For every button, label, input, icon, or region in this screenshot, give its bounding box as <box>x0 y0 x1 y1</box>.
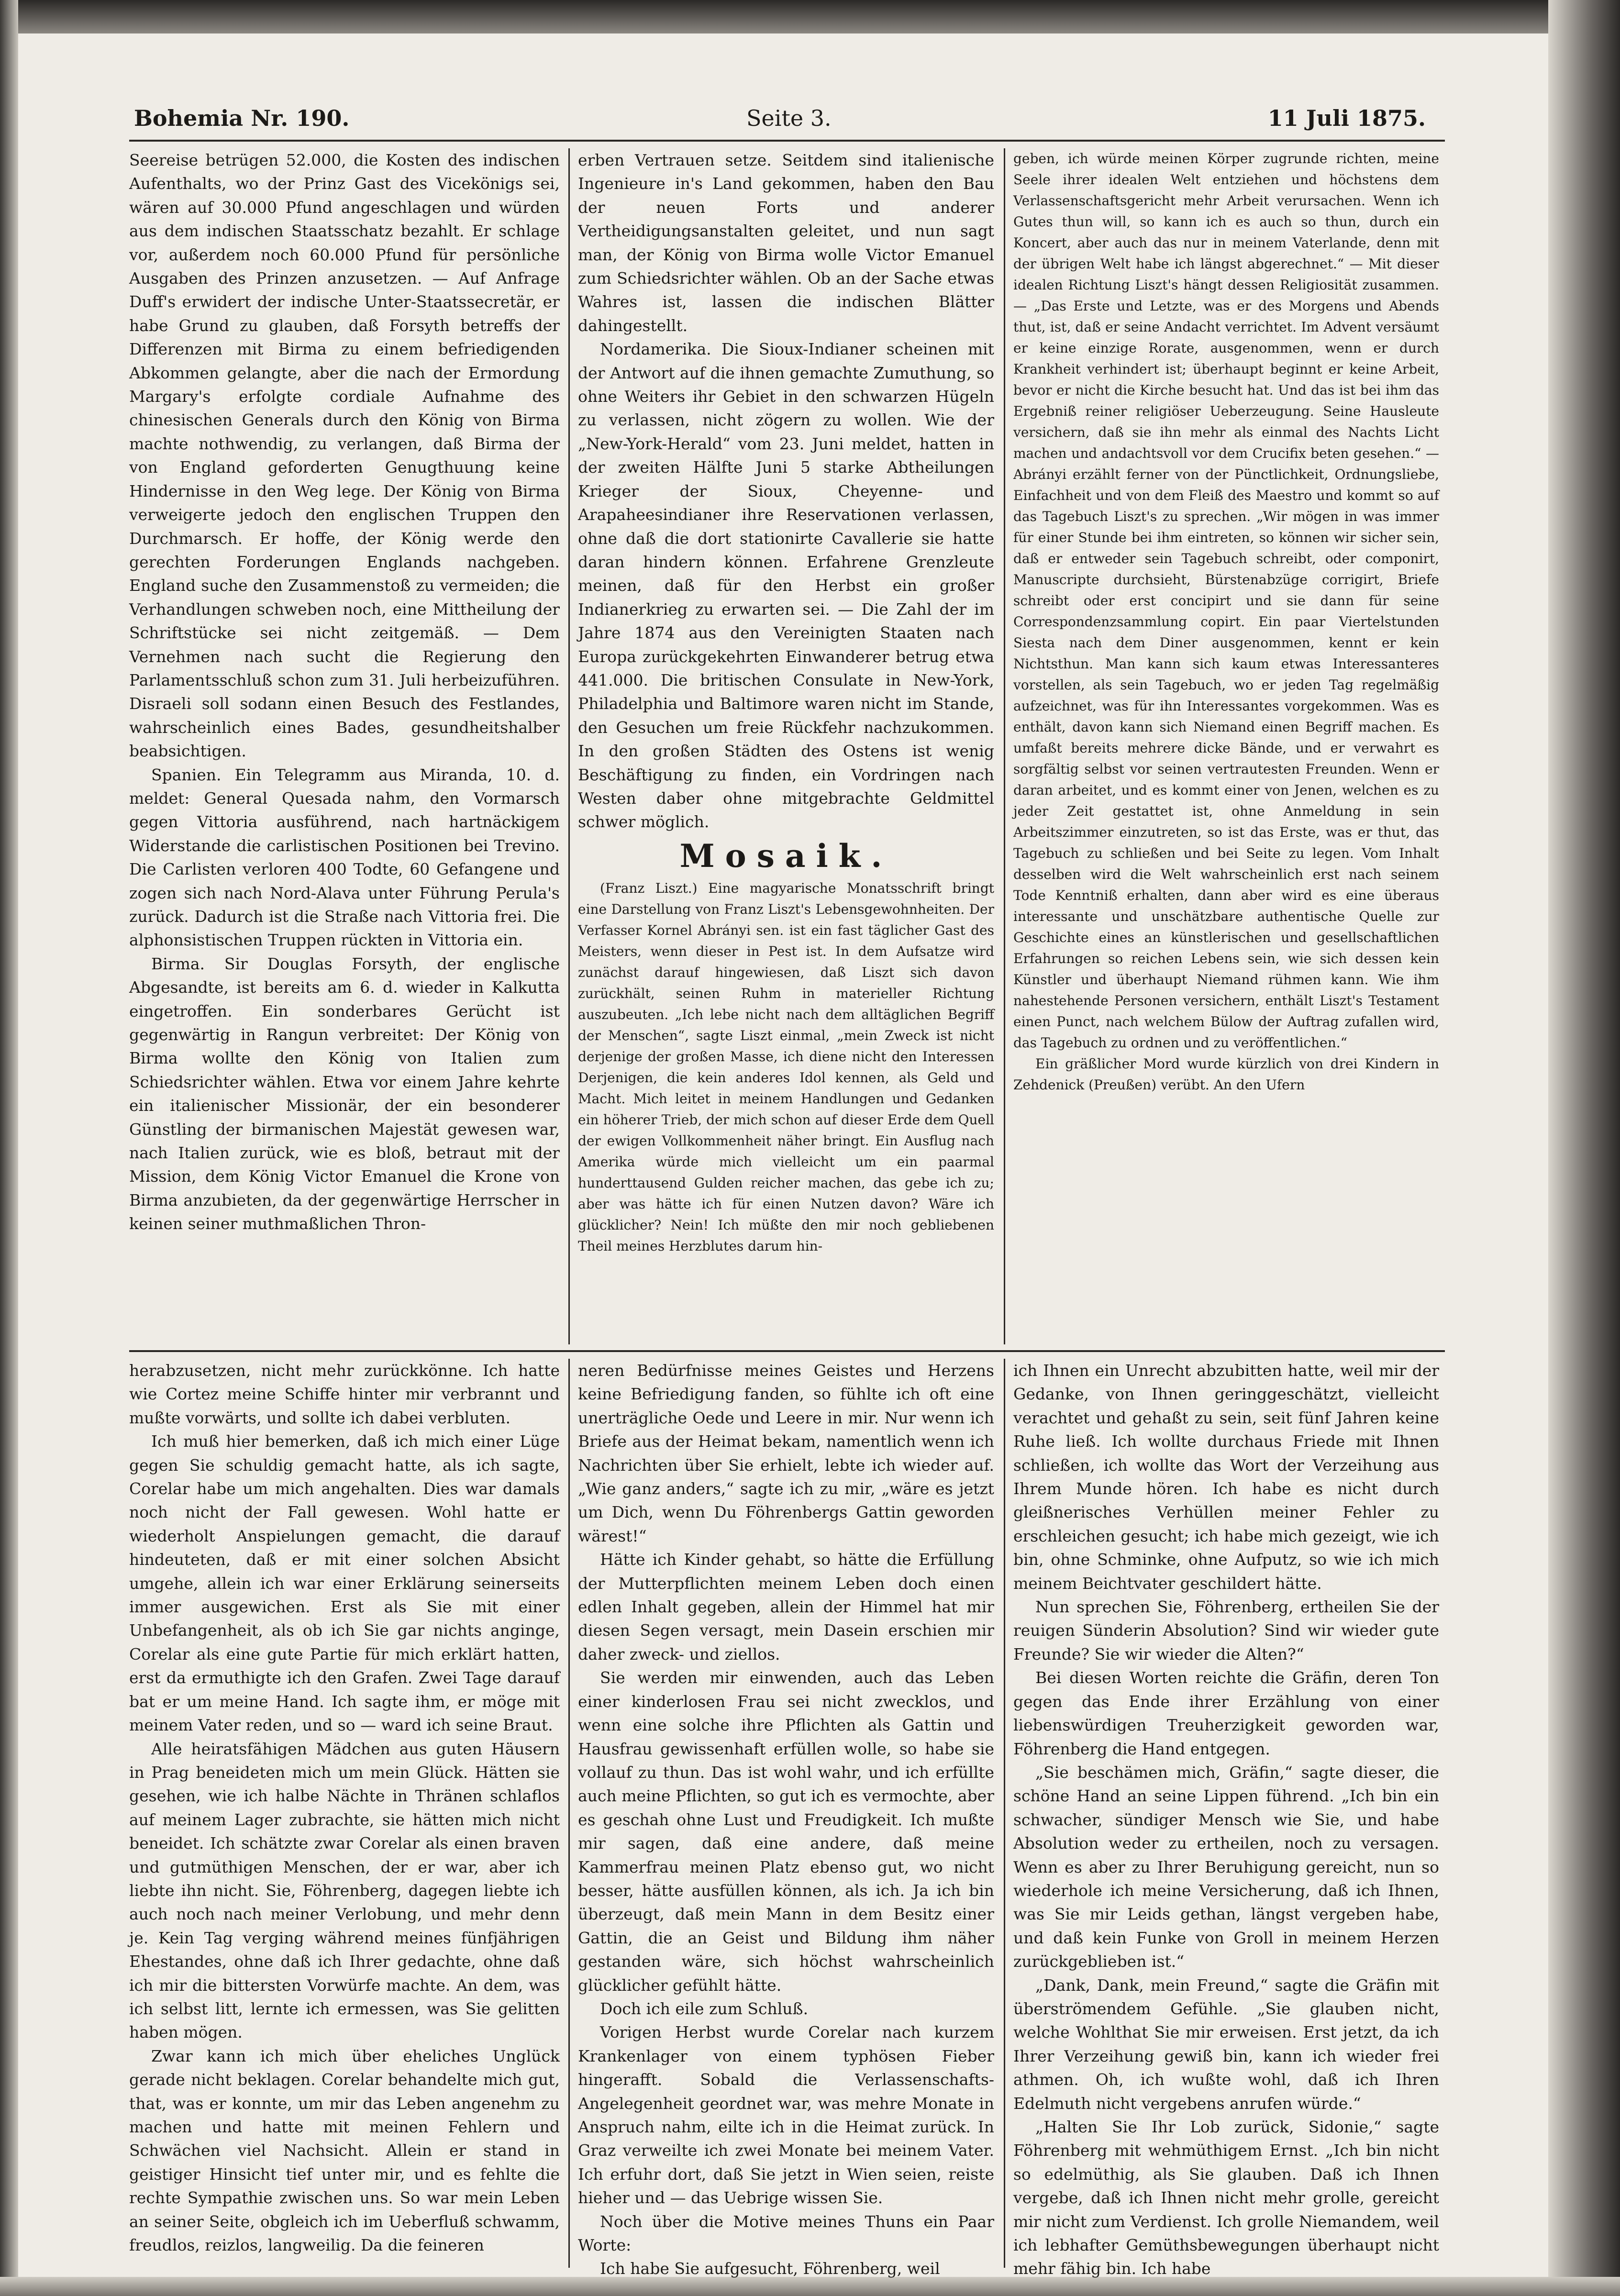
feuilleton-paragraph: ich Ihnen ein Unrecht abzubitten hatte, weil mir der Gedanke, von Ihnen geringgeschätzt, vielleicht verachtet und gehaßt zu sein, seit fünf Jahren keine Ruhe ließ. Ich wollte durchaus Friede mit Ihnen schließen, ich wollte das Wort der Verzeihung aus Ihrem Munde hören. Ich habe es nicht durch gleißnerisches Verhüllen meiner Fehler zu erschleichen gesucht; ich habe mich gezeigt, wie ich bin, ohne Schminke, ohne Aufputz, so wie ich mich meinem Beichtvater geschildert hätte. <box>1013 1361 1439 1593</box>
column-divider-bottom-1 <box>568 1359 570 2268</box>
bottom-column-1 <box>129 1359 560 2268</box>
header-page-number: Seite 3. <box>746 105 832 131</box>
article-franz-liszt: (Franz Liszt.) Eine magyarische Monatsschrift bringt eine Darstellung von Franz Liszt's Lebensgewohnheiten. Der Verfasser Kornel Abrányi sen. ist ein fast täglicher Gast des Meisters, wenn dieser in Pest ist. In dem Aufsatze wird zunächst darauf hingewiesen, daß Liszt sich davon zurückhält, seinen Ruhm in materieller Richtung auszubeuten. „Ich lebe nicht nach dem alltäglichen Begriff der Menschen“, sagte Liszt einmal, „mein Zweck ist nicht derjenige der großen Masse, ich diene nicht den Interessen Derjenigen, die kein anderes Idol kennen, als Geld und Macht. Mich leitet in meinem Handlungen und Gedanken ein höherer Trieb, der mich schon auf dieser Erde dem Quell der ewigen Vollkommenheit näher bringt. Ein Ausflug nach Amerika würde mich vielleicht um ein paarmal hunderttausend Gulden reicher machen, das gebe ich zu; aber was hätte ich für einen Nutzen davon? Wäre ich glücklicher? Nein! Ich müßte den mir noch gebliebenen Theil meines Herzblutes darum hin- <box>578 880 994 1254</box>
section-title-mosaik: Mosaik. <box>679 837 893 875</box>
feuilleton-paragraph: Nun sprechen Sie, Föhrenberg, ertheilen Sie der reuigen Sünderin Absolution? Sind wir wieder gute Freunde? Sie wir wieder die Alten?“ <box>1013 1597 1439 1664</box>
article-england-parliament: Seereise betrügen 52.000, die Kosten des indischen Aufenthalts, wo der Prinz Gast des Vicekönigs sei, wären auf 30.000 Pfund angeschlagen und würden aus dem indischen Staatsschatz bezahlt. Er schlage vor, außerdem noch 60.000 Pfund für persönliche Ausgaben des Prinzen anzusetzen. — Auf Anfrage Duff's erwidert der indische Unter-Staatssecretär, er habe Grund zu glauben, daß Forsyth betreffs der Differenzen mit Birma zu einem befriedigenden Abkommen gelangte, aber die nach der Ermordung Margary's erfolgte cordiale Aufnahme des chinesischen Generals durch den König von Birma machte nothwendig, zu verlangen, daß Birma der von England geforderten Genugthuung keine Hindernisse in den Weg lege. Der König von Birma verweigerte jedoch den englischen Truppen den Durchmarsch. Er hoffe, der König werde den gerechten Forderungen Englands nachgeben. England suche den Zusammenstoß zu vermeiden; die Verhandlungen schweben noch, eine Mittheilung der Schriftstücke sei nicht zeitgemäß. — Dem Vernehmen nach sucht die Regierung den Parlamentsschluß schon zum 31. Juli herbeizuführen. Disraeli soll sodann einen Besuch des Festlandes, wahrscheinlich eines Bades, gesundheitshalber beabsichtigen. <box>129 151 560 761</box>
bottom-column-3 <box>1013 1359 1439 2278</box>
column-divider-bottom-2 <box>1004 1359 1005 2268</box>
feuilleton-paragraph: Zwar kann ich mich über eheliches Unglück gerade nicht beklagen. Corelar behandelte mich gut, that, was er konnte, um mir das Leben angenehm zu machen und hatte mit meinen Fehlern und Schwächen viel Nachsicht. Allein er stand in geistiger Hinsicht tief unter mir, und es fehlte die rechte Sympathie zwischen uns. So war mein Leben an seiner Seite, obgleich ich im Ueberfluß schwamm, freudlos, reizlos, langweilig. Da die feineren <box>129 2046 560 2255</box>
top-column-1 <box>129 148 560 1344</box>
header-date: 11 Juli 1875. <box>1267 105 1426 131</box>
page-header <box>129 100 1445 134</box>
feuilleton-paragraph: Vorigen Herbst wurde Corelar nach kurzem Krankenlager von einem typhösen Fieber hingerafft. Sobald die Verlassenschafts-Angelegenheit geordnet war, was mehre Monate in Anspruch nahm, eilte ich in die Heimat zurück. In Graz verweilte ich zwei Monate bei meinem Vater. Ich erfuhr dort, daß Sie jetzt in Wien seien, reiste hieher und — das Uebrige wissen Sie. <box>578 2023 994 2207</box>
feuilleton-paragraph: neren Bedürfnisse meines Geistes und Herzens keine Befriedigung fanden, so fühlte ich oft eine unerträgliche Oede und Leere in mir. Nur wenn ich Briefe aus der Heimat bekam, namentlich wenn ich Nachrichten über Sie erhielt, lebte ich wieder auf. „Wie ganz anders,“ sagte ich zu mir, „wäre es jetzt um Dich, wenn Du Föhrenbergs Gattin geworden wärest!“ <box>578 1361 994 1545</box>
feuilleton-paragraph: Ich muß hier bemerken, daß ich mich einer Lüge gegen Sie schuldig gemacht hatte, als ich sagte, Corelar habe um mich angehalten. Dies war damals noch nicht der Fall gewesen. Wohl hatte er wiederholt Anspielungen gemacht, die darauf hindeuteten, daß er mit einer solchen Absicht umgehe, allein ich war einer Erklärung seinerseits immer ausgewichen. Erst als Sie mit einer Unbefangenheit, als ob ich Sie gar nichts anginge, Corelar als eine gute Partie für mich erklärt hatten, erst da ermuthigte ich den Grafen. Zwei Tage darauf bat er um meine Hand. Ich sagte ihm, er möge mit meinem Vater reden, und so — ward ich seine Braut. <box>129 1432 560 1735</box>
feuilleton-paragraph: Bei diesen Worten reichte die Gräfin, deren Ton gegen das Ende ihrer Erzählung von einer liebenswürdigen Treuherzigkeit geworden war, Föhrenberg die Hand entgegen. <box>1013 1668 1439 1758</box>
header-rule <box>129 140 1445 142</box>
article-birma: Birma. Sir Douglas Forsyth, der englische Abgesandte, ist bereits am 6. d. wieder in Kalkutta eingetroffen. Ein sonderbares Gerücht ist gegenwärtig in Rangun verbreitet: Der König von Birma wollte den König von Italien zum Schiedsrichter wählen. Etwa vor einem Jahre kehrte ein italienischer Missionär, der ein besonderer Günstling der birmanischen Majestät gewesen war, nach Italien zurück, wie es bloß, betraut mit der Mission, dem König Victor Emanuel die Krone von Birma anzubieten, da der gegenwärtige Herrscher in keinen seiner muthmaßlichen Thron- <box>129 954 560 1233</box>
scan-edge-right <box>1548 0 1620 2296</box>
feuilleton-paragraph: herabzusetzen, nicht mehr zurückkönne. Ich hatte wie Cortez meine Schiffe hinter mir verbrannt und mußte vorwärts, und sollte ich dabei verbluten. <box>129 1361 560 1427</box>
article-zehdenick-mord: Ein gräßlicher Mord wurde kürzlich von drei Kindern in Zehdenick (Preußen) verübt. An den Ufern <box>1013 1056 1439 1093</box>
article-nordamerika: Nordamerika. Die Sioux-Indianer scheinen mit der Antwort auf die ihnen gemachte Zumuthung, so ohne Weiters ihr Gebiet in den schwarzen Hügeln zu verlassen, nicht zögern zu wollen. Wie der „New-York-Herald“ vom 23. Juni meldet, hatten in der zweiten Hälfte Juni 5 starke Abtheilungen Krieger der Sioux, Cheyenne- und Arapaheesindianer ihre Reservationen verlassen, ohne daß die dort stationirte Cavallerie sie hatte daran hindern können. Erfahrene Grenzleute meinen, daß für den Herbst ein großer Indianerkrieg zu erwarten sei. — Die Zahl der im Jahre 1874 aus den Vereinigten Staaten nach Europa zurückgekehrten Einwanderer betrug etwa 441.000. Die britischen Consulate in New-York, Philadelphia und Baltimore waren nicht im Stande, den Gesuchen um freie Rückfehr nachzukommen. In den großen Städten des Ostens ist wenig Beschäftigung zu finden, ein Vordringen nach Westen daber ohne mitgebrachte Geldmittel schwer möglich. <box>578 340 994 832</box>
feuilleton-paragraph: Sie werden mir einwenden, auch das Leben einer kinderlosen Frau sei nicht zwecklos, und wenn eine solche ihre Pflichten als Gattin und Hausfrau gewissenhaft erfüllen wolle, so habe sie vollauf zu thun. Das ist wohl wahr, und ich erfüllte auch meine Pflichten, so gut ich es vermochte, aber es geschah ohne Lust und Freudigkeit. Ich mußte mir sagen, daß eine andere, daß meine Kammerfrau meinen Platz ebenso gut, wo nicht besser, hätte ausfüllen können, als ich. Ja ich bin überzeugt, daß mein Mann in dem Besitz einer Gattin, die an Geist und Bildung ihm näher gestanden wäre, sich höchst wahrscheinlich glücklicher gefühlt hätte. <box>578 1668 994 1995</box>
scan-edge-left <box>0 0 18 2296</box>
column-divider-top-1 <box>568 148 570 1344</box>
scan-edge-top <box>0 0 1620 33</box>
bottom-column-2 <box>578 1359 994 2278</box>
feuilleton-paragraph: Hätte ich Kinder gehabt, so hätte die Erfüllung der Mutterpflichten meinem Leben doch einen edlen Inhalt gegeben, allein der Himmel hat mir diesen Segen versagt, mein Dasein erschien mir daher zweck- und ziellos. <box>578 1550 994 1664</box>
article-franz-liszt-continued: geben, ich würde meinen Körper zugrunde richten, meine Seele ihrer idealen Welt entziehen und höchstens dem Verlassenschaftsgericht mehr Arbeit verursachen. Wenn ich Gutes thun will, so kann ich es auch so thun, durch ein Koncert, aber auch das nur in meinem Vaterlande, denn mit der übrigen Welt habe ich längst abgerechnet.“ — Mit dieser idealen Richtung Liszt's hängt dessen Religiosität zusammen. — „Das Erste und Letzte, was er des Morgens und Abends thut, ist, daß er seine Andacht verrichtet. Im Advent versäumt er keine einzige Rorate, ausgenommen, wenn er durch Krankheit verhindert ist; überhaupt beginnt er keine Arbeit, bevor er nicht die Kirche besucht hat. Und das ist bei ihm das Ergebniß reiner religiöser Ueberzeugung. Seine Hausleute versichern, daß sie ihn mehr als einmal des Nachts Licht machen und andachtsvoll vor dem Crucifix beten gesehen.“ — Abrányi erzählt ferner von der Pünctlichkeit, Ordnungsliebe, Einfachheit und von dem Fleiß des Maestro und kommt so auf das Tagebuch Liszt's zu sprechen. „Wir mögen in was immer für einer Stunde bei ihm eintreten, so können wir sicher sein, daß er entweder sein Tagebuch schreibt, oder componirt, Manuscripte durchsieht, Bürstenabzüge corrigirt, Briefe schreibt oder erst concipirt und sie dann für seine Correspondenzsammlung copirt. Ein paar Viertelstunden Siesta nach dem Diner ausgenommen, kennt er kein Nichtsthun. Man kann sich kaum etwas Interessanteres vorstellen, als sein Tagebuch, wo er jeden Tag regelmäßig aufzeichnet, was für ihn Interessantes vorgekommen. Was es enthält, davon kann sich Niemand einen Begriff machen. Es umfaßt bereits mehrere dicke Bände, und er verwahrt es sorgfältig selbst vor seinen vertrautesten Freunden. Wenn er daran arbeitet, und es kommt einer von Jenen, welchen es zu jeder Zeit gestattet ist, ohne Anmeldung in sein Arbeitszimmer einzutreten, so ist das Erste, was er thut, das Tagebuch zu schließen und bei Seite zu legen. Vom Inhalt desselben wird die Welt wahrscheinlich erst nach seinem Tode Kenntniß erhalten, dann aber wird es eine überaus interessante und unschätzbare authentische Quelle zur Geschichte eines an künstlerischen und gesellschaftlichen Erfahrungen so reichen Lebens sein, wie sich dessen kein Künstler und überhaupt Niemand rühmen kann. Wie ihm nahestehende Personen versichern, enthält Liszt's Testament einen Punct, nach welchem Bülow der Auftrag zufallen wird, das Tagebuch zu ordnen und zu veröffentlichen.“ <box>1013 151 1439 1051</box>
feuilleton-paragraph: Ich habe Sie aufgesucht, Föhrenberg, weil <box>600 2259 940 2278</box>
article-birma-continued: erben Vertrauen setze. Seitdem sind italienische Ingenieure in's Land gekommen, haben den Bau der neuen Forts und anderer Vertheidigungsanstalten geleitet, und nun sagt man, der König von Birma wolle Victor Emanuel zum Schiedsrichter wählen. Ob an der Sache etwas Wahres ist, lassen die indischen Blätter dahingestellt. <box>578 151 994 335</box>
feuilleton-rule <box>129 1350 1445 1352</box>
feuilleton-paragraph: „Dank, Dank, mein Freund,“ sagte die Gräfin mit überströmendem Gefühle. „Sie glauben nicht, welche Wohlthat Sie mir erweisen. Erst jetzt, da ich Ihrer Verzeihung gewiß bin, kann ich wieder frei athmen. Oh, ich wußte wohl, daß ich Ihren Edelmuth nicht vergebens anrufen würde.“ <box>1013 1975 1439 2113</box>
top-column-2 <box>578 148 994 1344</box>
column-divider-top-2 <box>1004 148 1005 1344</box>
header-newspaper-issue: Bohemia Nr. 190. <box>134 105 350 131</box>
feuilleton-paragraph: „Halten Sie Ihr Lob zurück, Sidonie,“ sagte Föhrenberg mit wehmüthigem Ernst. „Ich bin nicht so edelmüthig, als Sie glauben. Daß ich Ihnen vergebe, daß ich Ihnen nicht mehr grolle, gereicht mir nicht zum Verdienst. Ich grolle Niemandem, weil ich lebhafter Gemüthsbewegungen überhaupt nicht mehr fähig bin. Ich habe <box>1013 2118 1439 2278</box>
article-spanien: Spanien. Ein Telegramm aus Miranda, 10. d. meldet: General Quesada nahm, den Vormarsch gegen Vittoria ausführend, nach hartnäckigem Widerstande die carlistischen Positionen bei Trevino. Die Carlisten verloren 400 Todte, 60 Gefangene und zogen sich nach Nord-Alava unter Führung Perula's zurück. Dadurch ist die Straße nach Vittoria frei. Die alphonsistischen Truppen rückten in Vittoria ein. <box>129 765 560 950</box>
newspaper-page <box>129 100 1445 2278</box>
top-column-3 <box>1013 148 1439 1344</box>
feuilleton-paragraph: „Sie beschämen mich, Gräfin,“ sagte dieser, die schöne Hand an seine Lippen führend. „Ich bin ein schwacher, sündiger Mensch wie Sie, und habe Absolution weder zu ertheilen, noch zu versagen. Wenn es aber zu Ihrer Beruhigung gereicht, nun so wiederhole ich meine Versicherung, daß ich Ihnen, was Sie mir Leids gethan, längst vergeben habe, und daß kein Funke von Groll in meinem Herzen zurückgeblieben ist.“ <box>1013 1763 1439 1971</box>
feuilleton-paragraph: Doch ich eile zum Schluß. <box>600 1999 809 2018</box>
feuilleton-paragraph: Noch über die Motive meines Thuns ein Paar Worte: <box>578 2212 994 2255</box>
feuilleton-paragraph: Alle heiratsfähigen Mädchen aus guten Häusern in Prag beneideten mich um mein Glück. Hätten sie gesehen, wie ich halbe Nächte in Thränen schlaflos auf meinem Lager zubrachte, sie hätten mich nicht beneidet. Ich schätzte zwar Corelar als einen braven und gutmüthigen Menschen, der er war, aber ich liebte ihn nicht. Sie, Föhrenberg, dagegen liebte ich auch noch nach meiner Verlobung, und mehr denn je. Kein Tag verging während meines fünfjährigen Ehestandes, ohne daß ich Ihrer gedachte, ohne daß ich mir die bittersten Vorwürfe machte. An dem, was ich selbst litt, lernte ich ermessen, was Sie gelitten haben mögen. <box>129 1739 560 2042</box>
